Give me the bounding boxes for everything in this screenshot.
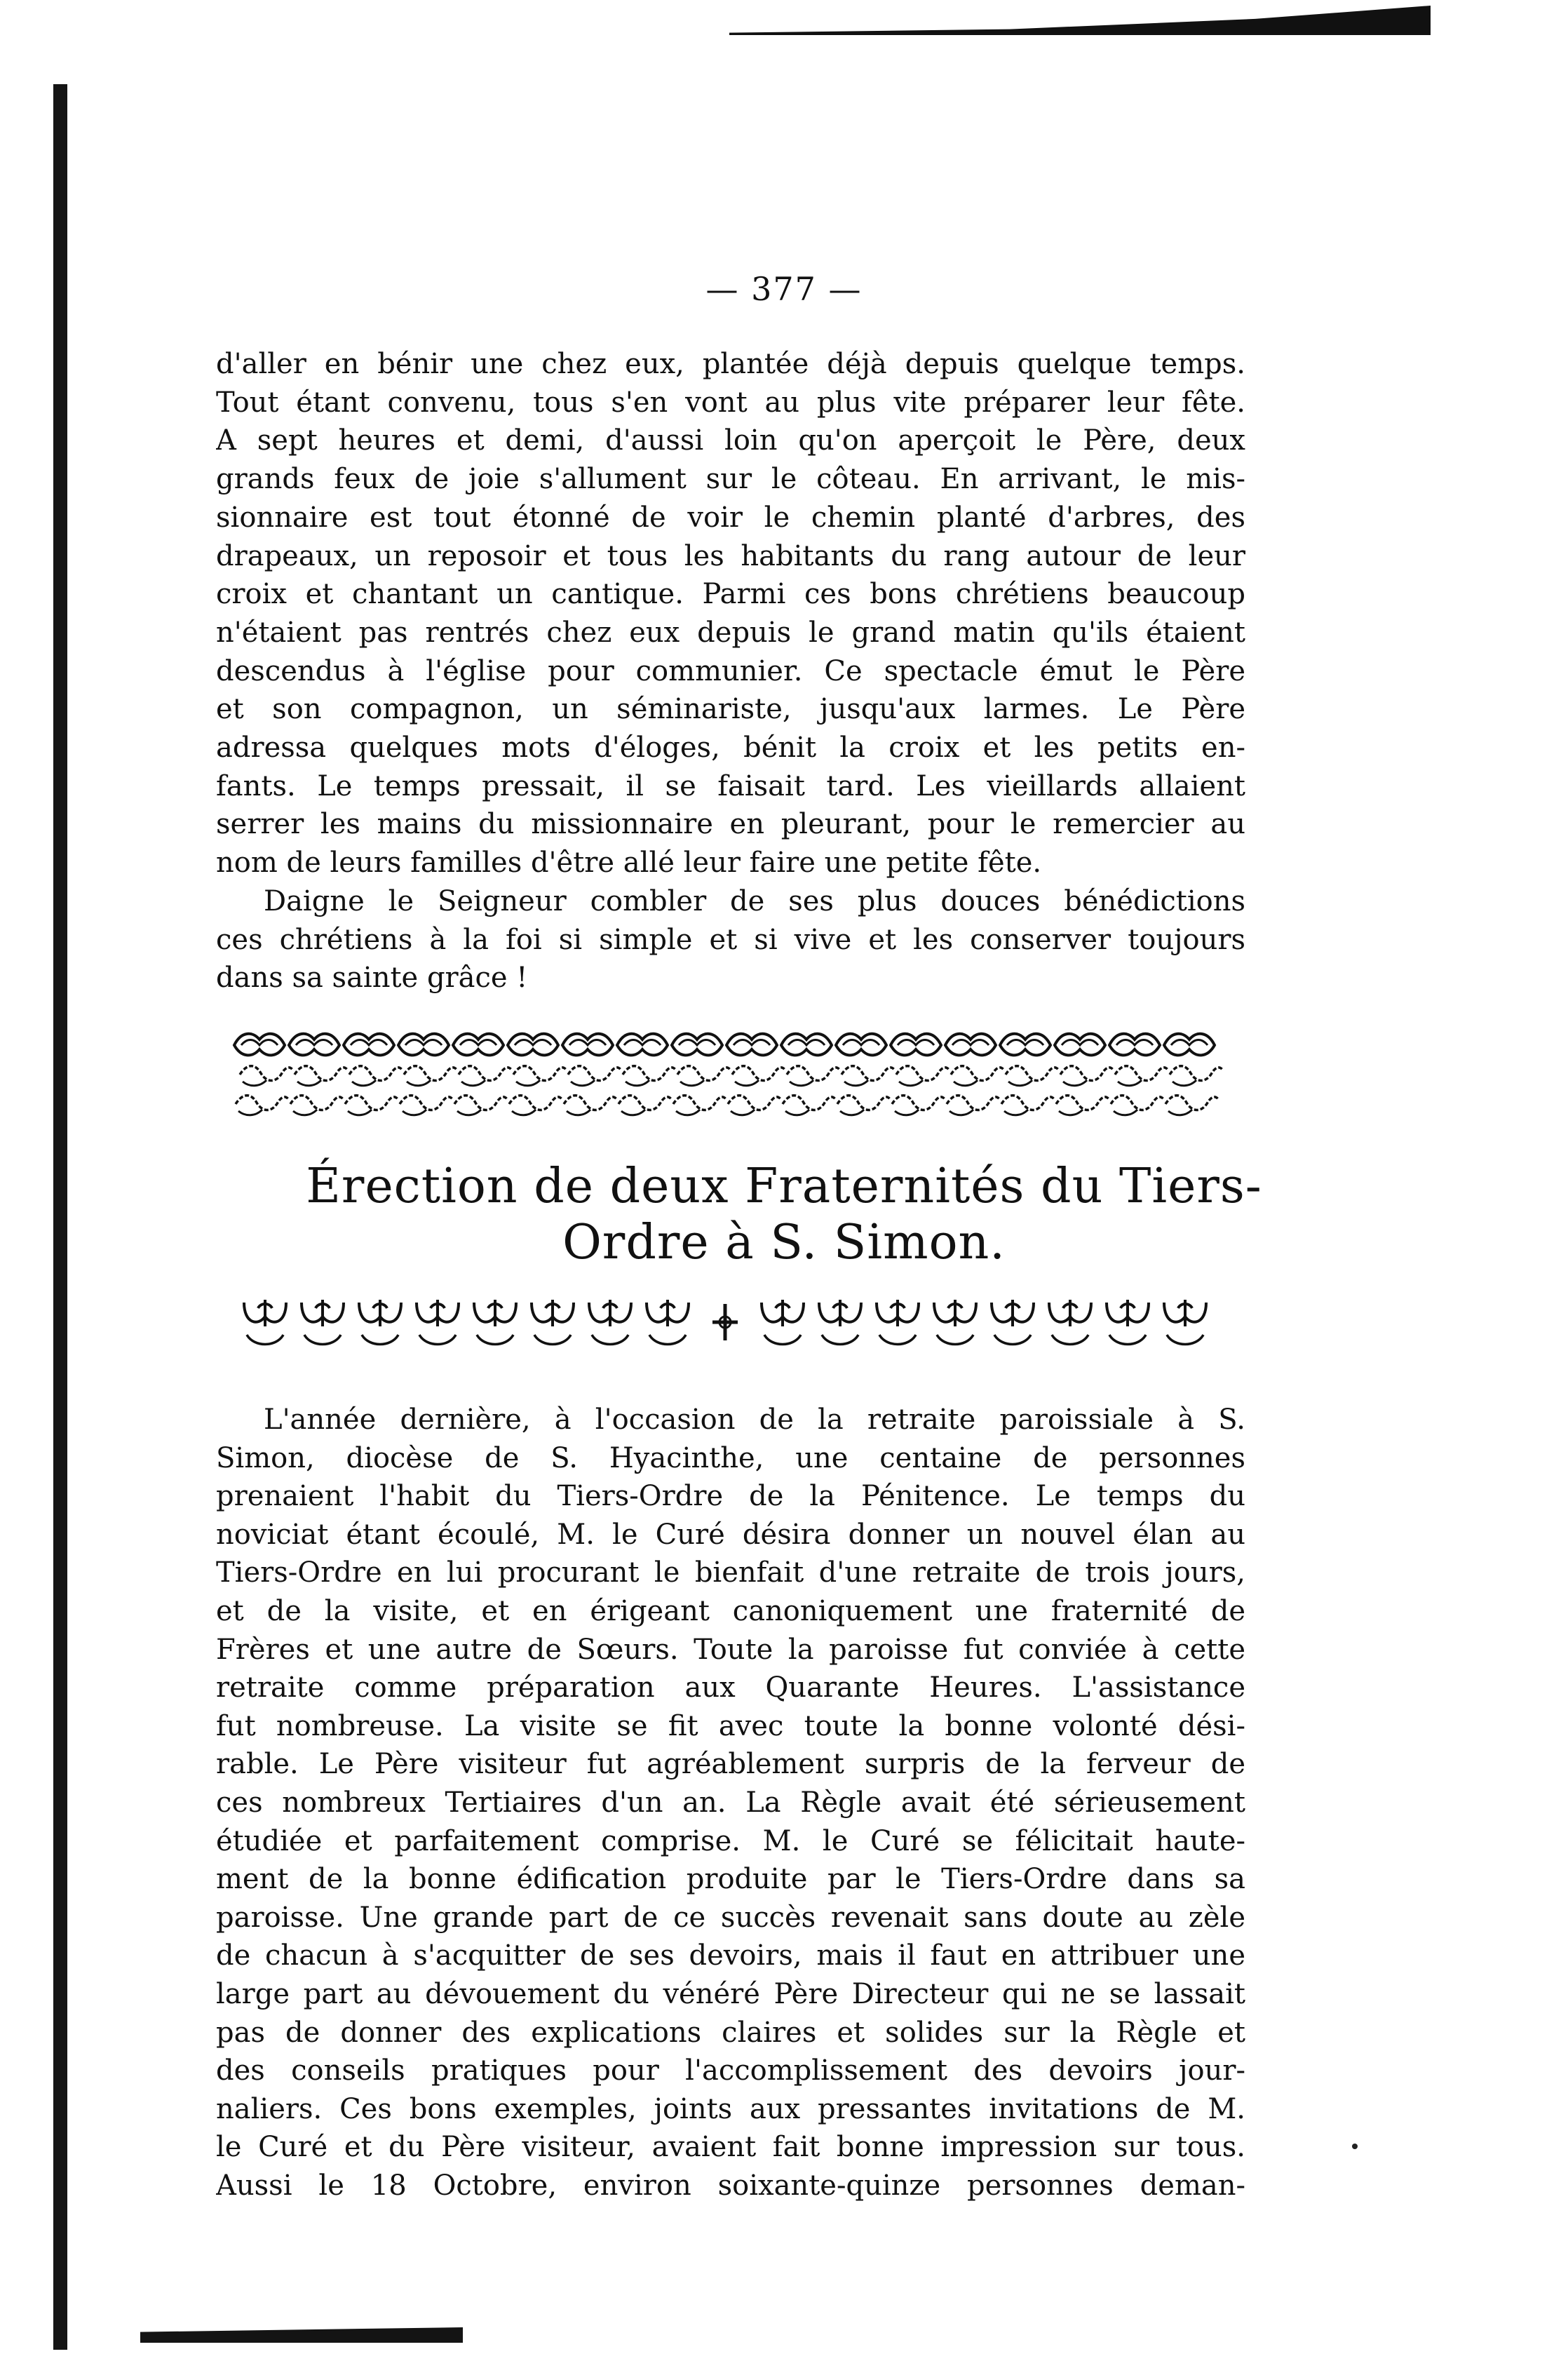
section-heading <box>0 1159 1568 1271</box>
ornament-fleur <box>302 1300 344 1345</box>
ornament-wave <box>677 1066 731 1086</box>
ornament-knot <box>344 1034 394 1056</box>
ornament-fleur <box>762 1300 804 1345</box>
scan-edge-bottom <box>140 2327 463 2343</box>
text-line: ment de la bonne édification produite par le Tiers-Ordre dans sa <box>216 1863 1245 1896</box>
ornament-band-top <box>231 1030 1227 1122</box>
ornament-knot <box>891 1034 941 1056</box>
ornament-wave <box>236 1096 289 1115</box>
text-line: pas de donner des explications claires et solides sur la Règle et <box>216 2016 1245 2049</box>
ornament-fleur <box>417 1300 459 1345</box>
text-line: serrer les mains du missionnaire en pleurant, pour le remercier au <box>216 808 1245 841</box>
ornament-wave <box>454 1096 508 1115</box>
ornament-wave <box>1056 1096 1109 1115</box>
text-line: croix et chantant un cantique. Parmi ces bons chrétiens beaucoup <box>216 578 1245 611</box>
text-line: noviciat étant écoulé, M. le Curé désira donner un nouvel élan au <box>216 1518 1245 1551</box>
text-line: Tout étant convenu, tous s'en vont au plus vite préparer leur fête. <box>216 386 1245 419</box>
text-line: ces chrétiens à la foi si simple et si vive et les conserver toujours <box>216 923 1245 956</box>
ornament-knot <box>781 1034 832 1056</box>
ornament-wave <box>619 1096 672 1115</box>
ornament-wave <box>732 1066 785 1086</box>
text-line: et son compagnon, un séminariste, jusqu'aux larmes. Le Père <box>216 693 1245 726</box>
text-line: prenaient l'habit du Tiers-Ordre de la Pénitence. Le temps du <box>216 1480 1245 1513</box>
text-line: Frères et une autre de Sœurs. Toute la paroisse fut conviée à cette <box>216 1633 1245 1666</box>
text-line: ces nombreux Tertiaires d'un an. La Règle avait été sérieusement <box>216 1786 1245 1819</box>
text-line: Simon, diocèse de S. Hyacinthe, une centaine de personnes <box>216 1441 1245 1474</box>
ornament-wave <box>564 1096 617 1115</box>
text-line: Tiers-Ordre en lui procurant le bienfait d'une retraite de trois jours, <box>216 1556 1245 1589</box>
ornament-fleur <box>1049 1300 1091 1345</box>
text-line: large part au dévouement du vénéré Père Directeur qui ne se lassait <box>216 1977 1245 2010</box>
ornament-fleur <box>877 1300 919 1345</box>
ornament-band-bottom <box>231 1294 1227 1352</box>
text-line: et de la visite, et en érigeant canoniquement une fraternité de <box>216 1594 1245 1627</box>
text-line: paroisse. Une grande part de ce succès revenait sans doute au zèle <box>216 1901 1245 1934</box>
text-line: rable. Le Père visiteur fut agréablement surpris de la ferveur de <box>216 1748 1245 1781</box>
ornament-fleur <box>992 1300 1034 1345</box>
text-line: d'aller en bénir une chez eux, plantée déjà depuis quelque temps. <box>216 348 1245 380</box>
text-line: fut nombreuse. La visite se fit avec toute la bonne volonté dési- <box>216 1709 1245 1742</box>
ornament-wave <box>892 1096 945 1115</box>
ornament-wave <box>673 1096 726 1115</box>
ornament-fleur <box>244 1300 286 1345</box>
text-line: sionnaire est tout étonné de voir le chemin planté d'arbres, des <box>216 501 1245 534</box>
ornament-wave <box>783 1096 836 1115</box>
ornament-fleur <box>934 1300 976 1345</box>
paragraph-1 <box>216 345 1245 997</box>
ornament-fleur <box>532 1300 574 1345</box>
ornament-wave <box>349 1066 403 1086</box>
ornament-wave <box>404 1066 457 1086</box>
text-line: adressa quelques mots d'éloges, bénit la croix et les petits en- <box>216 732 1245 765</box>
ornament-wave <box>1001 1096 1055 1115</box>
ornament-wave <box>1006 1066 1059 1086</box>
ornament-fleur <box>1164 1300 1206 1345</box>
text-line: grands feux de joie s'allument sur le côteau. En arrivant, le mis- <box>216 463 1245 496</box>
text-line: le Curé et du Père visiteur, avaient fait bonne impression sur tous. <box>216 2131 1245 2164</box>
ornament-wave <box>295 1066 348 1086</box>
ornament-wave <box>837 1096 891 1115</box>
ornament-wave <box>568 1066 621 1086</box>
ornament-fleur <box>474 1300 516 1345</box>
ornament-knot <box>726 1034 777 1056</box>
ornament-wave <box>842 1066 895 1086</box>
heading-line-2: Ordre à S. Simon. <box>562 1215 1006 1270</box>
ornament-fleur <box>819 1300 861 1345</box>
ornament-knot <box>617 1034 668 1056</box>
ornament-knot <box>453 1034 503 1056</box>
ornament-wave <box>509 1096 562 1115</box>
page-number: — 377 — <box>705 270 863 308</box>
ornament-wave <box>400 1096 453 1115</box>
ornament-knot <box>672 1034 722 1056</box>
ornament-knot <box>508 1034 558 1056</box>
ornament-knot <box>1109 1034 1160 1056</box>
ornament-knot <box>1055 1034 1105 1056</box>
ornament-wave <box>728 1096 781 1115</box>
ornament-fleur <box>1107 1300 1149 1345</box>
ornament-wave <box>345 1096 398 1115</box>
ornament-fleur <box>359 1300 401 1345</box>
ornament-wave <box>459 1066 512 1086</box>
text-line: A sept heures et demi, d'aussi loin qu'on aperçoit le Père, deux <box>216 424 1245 457</box>
text-line: dans sa sainte grâce ! <box>216 962 528 995</box>
ornament-cross <box>712 1304 738 1340</box>
ornament-knot <box>289 1034 339 1056</box>
text-line: étudiée et parfaitement comprise. M. le Curé se félicitait haute- <box>216 1824 1245 1857</box>
ornament-wave <box>1115 1066 1168 1086</box>
text-line: de chacun à s'acquitter de ses devoirs, mais il faut en attribuer une <box>216 1939 1245 1972</box>
text-line: n'étaient pas rentrés chez eux depuis le grand matin qu'ils étaient <box>216 616 1245 649</box>
ornament-wave <box>513 1066 567 1086</box>
ornament-knot <box>836 1034 886 1056</box>
ornament-fleur <box>647 1300 689 1345</box>
scan-edge-top <box>729 6 1431 35</box>
ornament-knot <box>398 1034 449 1056</box>
ornament-knot <box>945 1034 996 1056</box>
text-line: des conseils pratiques pour l'accomplissement des devoirs jour- <box>216 2054 1245 2087</box>
text-line: L'année dernière, à l'occasion de la retraite paroissiale à S. <box>264 1404 1245 1436</box>
ornament-wave <box>896 1066 949 1086</box>
ornament-fleur <box>589 1300 631 1345</box>
scan-speck <box>1352 2144 1358 2149</box>
ornament-wave <box>1165 1096 1219 1115</box>
text-line: drapeaux, un reposoir et tous les habitants du rang autour de leur <box>216 539 1245 572</box>
text-line: descendus à l'église pour communier. Ce spectacle émut le Père <box>216 654 1245 687</box>
text-line: naliers. Ces bons exemples, joints aux pressantes invitations de M. <box>216 2092 1245 2125</box>
ornament-wave <box>290 1096 344 1115</box>
ornament-knot <box>1000 1034 1050 1056</box>
ornament-wave <box>240 1066 293 1086</box>
ornament-wave <box>787 1066 840 1086</box>
ornament-wave <box>951 1066 1004 1086</box>
text-line: nom de leurs familles d'être allé leur faire une petite fête. <box>216 847 1042 880</box>
text-line: fants. Le temps pressait, il se faisait tard. Les vieillards allaient <box>216 769 1245 802</box>
ornament-wave <box>1111 1096 1164 1115</box>
text-line: Daigne le Seigneur combler de ses plus douces bénédictions <box>264 884 1245 917</box>
heading-line-1: Érection de deux Fraternités du Tiers- <box>306 1159 1262 1214</box>
text-line: retraite comme préparation aux Quarante Heures. L'assistance <box>216 1671 1245 1704</box>
ornament-knot <box>1164 1034 1215 1056</box>
ornament-wave <box>1060 1066 1114 1086</box>
ornament-wave <box>947 1096 1000 1115</box>
ornament-knot <box>562 1034 613 1056</box>
text-line: Aussi le 18 Octobre, environ soixante-quinze personnes deman- <box>216 2169 1245 2202</box>
paragraph-2 <box>216 1401 1245 2205</box>
ornament-knot <box>234 1034 285 1056</box>
ornament-wave <box>623 1066 676 1086</box>
ornament-wave <box>1170 1066 1223 1086</box>
